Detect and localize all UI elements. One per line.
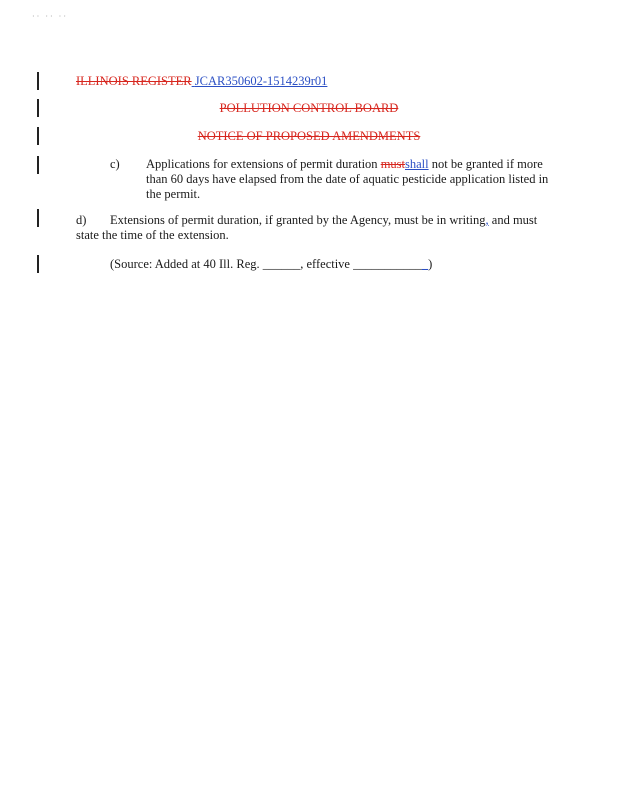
para-d-line-2: state the time of the extension. [76,228,229,242]
para-d-label: d) [76,213,87,227]
para-c-label: c) [110,157,120,171]
change-bar [37,255,39,273]
para-c-line-1 [146,157,543,172]
register-deleted: ILLINOIS REGISTER [76,74,192,88]
para-d-line-1 [110,213,537,228]
source-text: (Source: Added at 40 Ill. Reg. ______, effective ___________ [110,257,422,271]
para-c-text: Applications for extensions of permit duration [146,157,381,171]
para-c-line-3: the permit. [146,187,201,201]
para-c-inserted: shall [405,157,429,171]
para-c-line-2: than 60 days have elapsed from the date of aquatic pesticide application listed in [146,172,549,186]
source-note [110,257,432,272]
para-c-deleted: must [380,157,405,171]
notice-title: NOTICE OF PROPOSED AMENDMENTS [197,129,421,143]
change-bar [37,209,39,227]
source-inserted: _ [421,257,429,271]
para-d-inserted: , [485,213,489,227]
board-title: POLLUTION CONTROL BOARD [219,101,399,115]
change-bar [37,72,39,90]
para-d-text-after: and must [488,213,538,227]
para-c-text-after: not be granted if more [428,157,543,171]
register-header [76,74,327,89]
scan-marks: ·· ·· ·· [32,12,68,21]
source-close: ) [428,257,433,271]
register-inserted: JCAR350602-1514239r01 [194,74,328,88]
change-bar [37,156,39,174]
para-d-text: Extensions of permit duration, if granted by the Agency, must be in writing [110,213,486,227]
